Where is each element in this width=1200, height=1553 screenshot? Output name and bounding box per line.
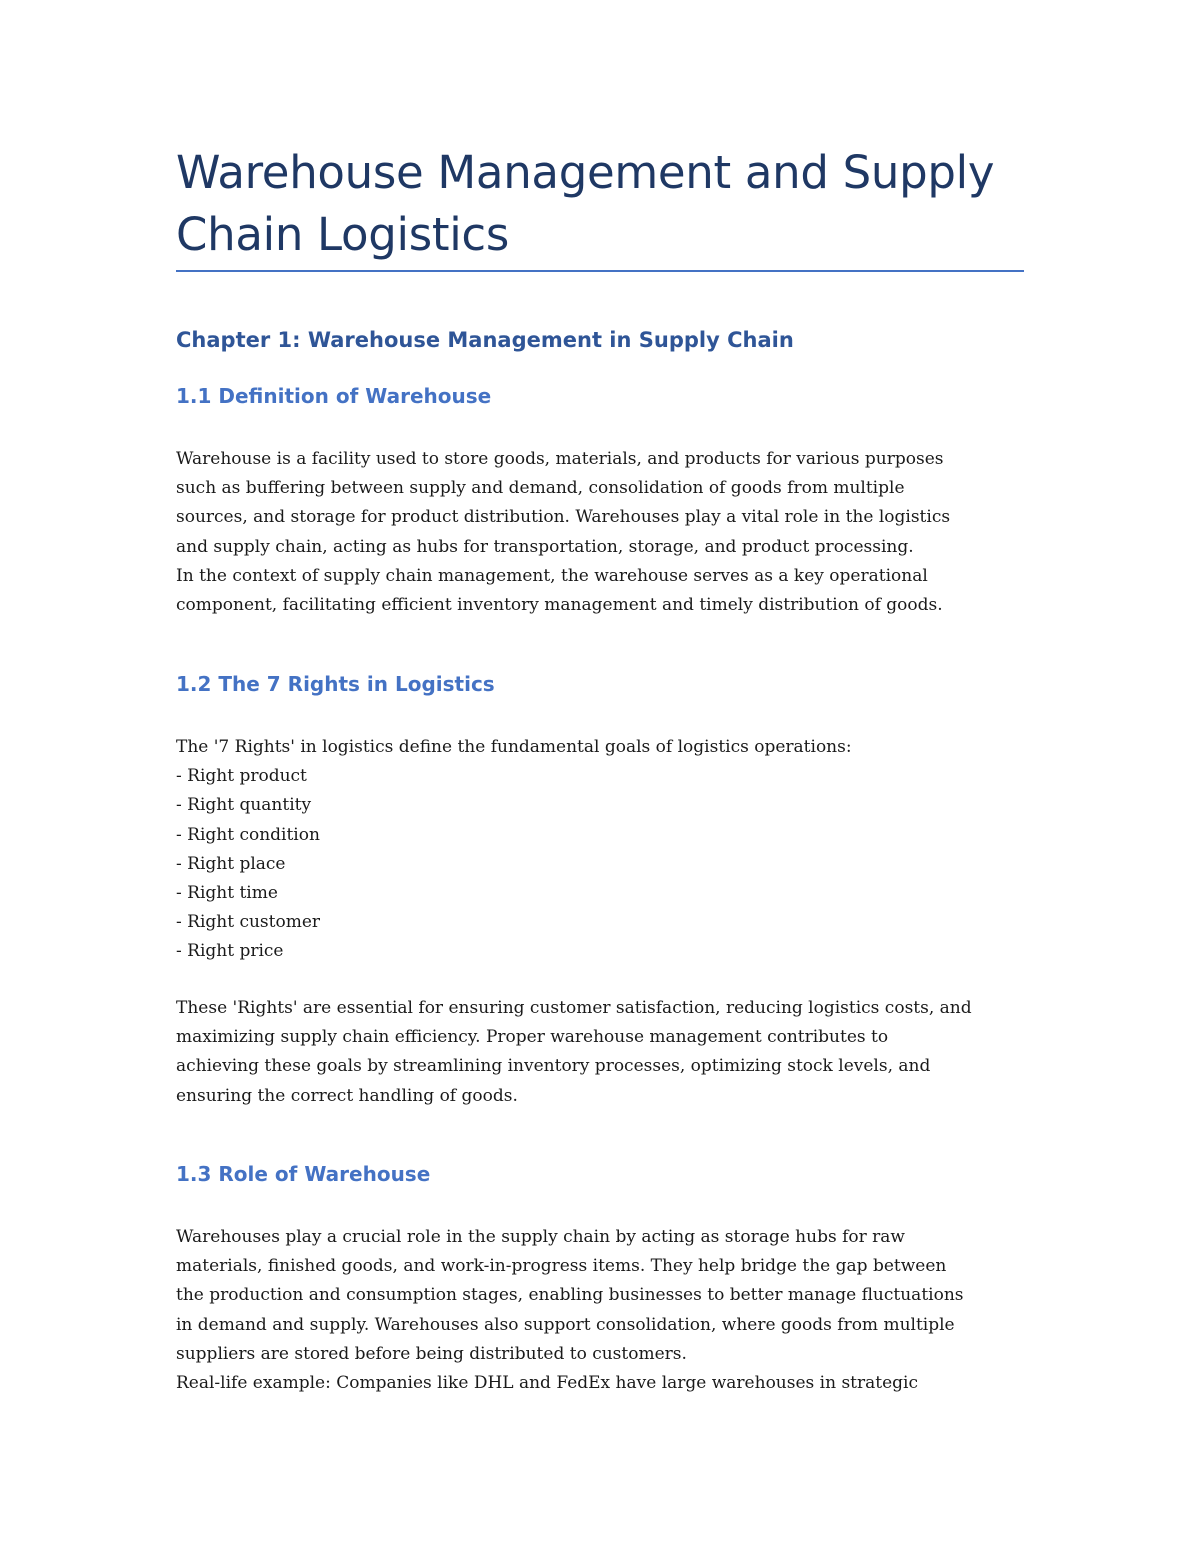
- paragraph-line: materials, finished goods, and work-in-progress items. They help bridge the gap between: [176, 1256, 947, 1277]
- paragraph-line: Real-life example: Companies like DHL and FedEx have large warehouses in strategic: [176, 1373, 918, 1394]
- paragraph-line: the production and consumption stages, enabling businesses to better manage fluctuations: [176, 1285, 964, 1306]
- paragraph-line: component, facilitating efficient inventory management and timely distribution of goods.: [176, 595, 943, 616]
- title-underline-rule: [176, 270, 1024, 272]
- paragraph-line: Warehouses play a crucial role in the supply chain by acting as storage hubs for raw: [176, 1227, 905, 1247]
- seven-rights-intro-and-list: [176, 733, 1024, 967]
- chapter-heading: Chapter 1: Warehouse Management in Supply Chain: [176, 328, 794, 352]
- list-item: - Right price: [176, 941, 284, 962]
- list-item: - Right quantity: [176, 795, 312, 816]
- section-heading-role: 1.3 Role of Warehouse: [176, 1162, 431, 1186]
- definition-paragraph: [176, 445, 1024, 620]
- list-item: - Right customer: [176, 912, 321, 933]
- list-item: - Right place: [176, 853, 286, 874]
- role-paragraph: [176, 1223, 1024, 1398]
- paragraph-line: Warehouse is a facility used to store goods, materials, and products for various purposes: [176, 449, 944, 469]
- document-title: Warehouse Management and Supply Chain Logistics: [176, 146, 995, 261]
- seven-rights-intro: The '7 Rights' in logistics define the fundamental goals of logistics operations:: [176, 737, 852, 757]
- paragraph-line: and supply chain, acting as hubs for transportation, storage, and product processing.: [176, 536, 914, 557]
- section-heading-definition: 1.1 Definition of Warehouse: [176, 384, 492, 408]
- paragraph-line: in demand and supply. Warehouses also support consolidation, where goods from multiple: [176, 1314, 955, 1335]
- paragraph-line: such as buffering between supply and demand, consolidation of goods from multiple: [176, 478, 905, 499]
- list-item: - Right condition: [176, 824, 320, 845]
- list-item: - Right time: [176, 883, 278, 904]
- list-item: - Right product: [176, 766, 307, 787]
- paragraph-line: achieving these goals by streamlining inventory processes, optimizing stock levels, and: [176, 1056, 931, 1077]
- paragraph-line: In the context of supply chain management, the warehouse serves as a key operational: [176, 565, 928, 586]
- paragraph-line: suppliers are stored before being distributed to customers.: [176, 1343, 687, 1364]
- paragraph-line: ensuring the correct handling of goods.: [176, 1085, 518, 1106]
- paragraph-line: These 'Rights' are essential for ensuring customer satisfaction, reducing logistics costs, and: [176, 998, 972, 1018]
- section-heading-seven-rights: 1.2 The 7 Rights in Logistics: [176, 672, 495, 696]
- paragraph-line: sources, and storage for product distribution. Warehouses play a vital role in the logistics: [176, 507, 951, 528]
- paragraph-line: maximizing supply chain efficiency. Proper warehouse management contributes to: [176, 1027, 889, 1048]
- seven-rights-closing-paragraph: [176, 994, 1024, 1111]
